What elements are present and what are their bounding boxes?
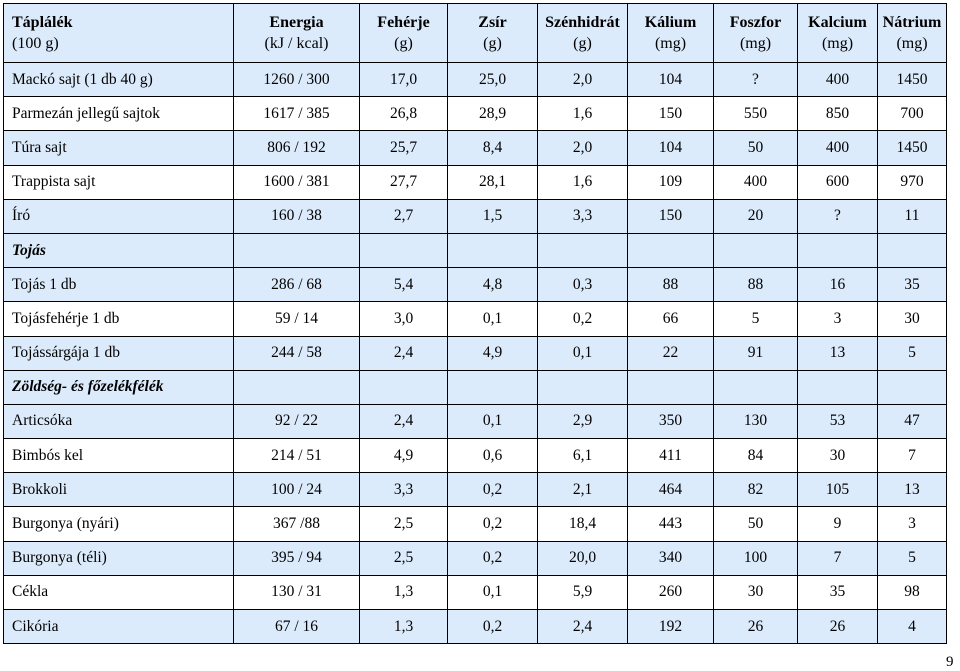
value-cell: 0,6 (448, 439, 538, 473)
value-cell: 0,2 (448, 610, 538, 644)
value-cell: 244 / 58 (234, 336, 360, 370)
value-cell: 20,0 (538, 541, 628, 575)
header-label: Energia (269, 14, 324, 31)
value-cell: 4,9 (448, 336, 538, 370)
value-cell: 13 (798, 336, 878, 370)
food-name-cell: Író (4, 199, 234, 233)
nutrition-table (3, 3, 947, 644)
value-cell: 25,0 (448, 63, 538, 97)
value-cell: 395 / 94 (234, 541, 360, 575)
value-cell: 2,7 (360, 199, 448, 233)
header-label: Kalcium (808, 14, 867, 31)
header-unit: (mg) (739, 35, 772, 52)
header-cell (4, 4, 234, 63)
table-row (4, 541, 947, 575)
value-cell: 700 (878, 97, 947, 131)
section-header-row (4, 370, 947, 404)
value-cell: 88 (628, 268, 714, 302)
table-row (4, 199, 947, 233)
header-unit: (mg) (654, 35, 687, 52)
value-cell: 30 (878, 302, 947, 336)
value-cell: 1,3 (360, 610, 448, 644)
header-label: Nátrium (882, 14, 942, 31)
table-row (4, 473, 947, 507)
food-name-cell: Burgonya (téli) (4, 541, 234, 575)
value-cell: 400 (714, 165, 798, 199)
section-title: Zöldség- és főzelékfélék (4, 370, 234, 404)
value-cell: 1,6 (538, 165, 628, 199)
header-unit: (mg) (821, 35, 854, 52)
value-cell: 806 / 192 (234, 131, 360, 165)
value-cell: 260 (628, 575, 714, 609)
table-row (4, 131, 947, 165)
food-name-cell: Trappista sajt (4, 165, 234, 199)
empty-cell (360, 370, 448, 404)
value-cell: 88 (714, 268, 798, 302)
value-cell: 443 (628, 507, 714, 541)
empty-cell (448, 370, 538, 404)
value-cell: 2,4 (538, 610, 628, 644)
value-cell: ? (714, 63, 798, 97)
value-cell: 35 (878, 268, 947, 302)
value-cell: 22 (628, 336, 714, 370)
table-row (4, 268, 947, 302)
empty-cell (360, 233, 448, 267)
value-cell: 16 (798, 268, 878, 302)
value-cell: 30 (798, 439, 878, 473)
value-cell: 28,1 (448, 165, 538, 199)
value-cell: 50 (714, 507, 798, 541)
value-cell: 5 (878, 541, 947, 575)
header-cell (448, 4, 538, 63)
value-cell: 3,3 (360, 473, 448, 507)
empty-cell (538, 370, 628, 404)
value-cell: 3,3 (538, 199, 628, 233)
header-label: Foszfor (729, 14, 782, 31)
table-row (4, 165, 947, 199)
value-cell: 1600 / 381 (234, 165, 360, 199)
header-label: Táplálék (12, 14, 73, 31)
table-row (4, 404, 947, 438)
value-cell: 411 (628, 439, 714, 473)
value-cell: 130 (714, 404, 798, 438)
value-cell: 0,2 (448, 473, 538, 507)
value-cell: 105 (798, 473, 878, 507)
header-unit: (g) (394, 35, 413, 52)
value-cell: 25,7 (360, 131, 448, 165)
value-cell: 98 (878, 575, 947, 609)
value-cell: 53 (798, 404, 878, 438)
value-cell: 26 (714, 610, 798, 644)
header-cell (360, 4, 448, 63)
value-cell: 3,0 (360, 302, 448, 336)
value-cell: 0,1 (538, 336, 628, 370)
value-cell: 5 (878, 336, 947, 370)
header-label: Zsír (478, 14, 507, 31)
value-cell: 0,1 (448, 302, 538, 336)
value-cell: 18,4 (538, 507, 628, 541)
header-label: Fehérje (377, 14, 430, 31)
value-cell: 400 (798, 131, 878, 165)
value-cell: 27,7 (360, 165, 448, 199)
value-cell: 350 (628, 404, 714, 438)
value-cell: 26 (798, 610, 878, 644)
value-cell: 2,4 (360, 336, 448, 370)
value-cell: 0,2 (538, 302, 628, 336)
value-cell: 400 (798, 63, 878, 97)
value-cell: 28,9 (448, 97, 538, 131)
value-cell: 850 (798, 97, 878, 131)
value-cell: 100 / 24 (234, 473, 360, 507)
value-cell: 1,3 (360, 575, 448, 609)
header-unit: (mg) (896, 35, 928, 52)
value-cell: 2,1 (538, 473, 628, 507)
food-name-cell: Túra sajt (4, 131, 234, 165)
table-row (4, 507, 947, 541)
food-name-cell: Burgonya (nyári) (4, 507, 234, 541)
empty-cell (878, 233, 947, 267)
value-cell: 0,2 (448, 507, 538, 541)
header-cell (878, 4, 947, 63)
value-cell: 130 / 31 (234, 575, 360, 609)
table-body (4, 63, 947, 644)
value-cell: 2,0 (538, 63, 628, 97)
value-cell: 1617 / 385 (234, 97, 360, 131)
value-cell: 5 (714, 302, 798, 336)
food-name-cell: Cikória (4, 610, 234, 644)
value-cell: 82 (714, 473, 798, 507)
food-name-cell: Bimbós kel (4, 439, 234, 473)
value-cell: 214 / 51 (234, 439, 360, 473)
empty-cell (234, 370, 360, 404)
empty-cell (798, 233, 878, 267)
header-unit: (kJ / kcal) (264, 35, 329, 52)
value-cell: 367 /88 (234, 507, 360, 541)
value-cell: 0,2 (448, 541, 538, 575)
value-cell: 970 (878, 165, 947, 199)
value-cell: 0,1 (448, 404, 538, 438)
value-cell: 47 (878, 404, 947, 438)
value-cell: 4,8 (448, 268, 538, 302)
value-cell: 1,6 (538, 97, 628, 131)
header-cell (628, 4, 714, 63)
empty-cell (714, 233, 798, 267)
value-cell: 7 (878, 439, 947, 473)
header-row (4, 4, 947, 63)
value-cell: 2,4 (360, 404, 448, 438)
value-cell: 9 (798, 507, 878, 541)
value-cell: 8,4 (448, 131, 538, 165)
value-cell: 7 (798, 541, 878, 575)
value-cell: 66 (628, 302, 714, 336)
value-cell: 5,9 (538, 575, 628, 609)
value-cell: 20 (714, 199, 798, 233)
value-cell: 5,4 (360, 268, 448, 302)
table-row (4, 63, 947, 97)
empty-cell (628, 370, 714, 404)
value-cell: 1260 / 300 (234, 63, 360, 97)
value-cell: 1450 (878, 131, 947, 165)
value-cell: 11 (878, 199, 947, 233)
table-row (4, 97, 947, 131)
empty-cell (878, 370, 947, 404)
page-number: 9 (946, 654, 954, 670)
value-cell: ? (798, 199, 878, 233)
value-cell: 2,5 (360, 507, 448, 541)
value-cell: 286 / 68 (234, 268, 360, 302)
empty-cell (448, 233, 538, 267)
value-cell: 104 (628, 63, 714, 97)
value-cell: 13 (878, 473, 947, 507)
value-cell: 26,8 (360, 97, 448, 131)
value-cell: 109 (628, 165, 714, 199)
table-row (4, 575, 947, 609)
food-name-cell: Tojásfehérje 1 db (4, 302, 234, 336)
header-unit: (g) (573, 35, 592, 52)
value-cell: 192 (628, 610, 714, 644)
table-row (4, 610, 947, 644)
header-label: Szénhidrát (545, 14, 620, 31)
value-cell: 600 (798, 165, 878, 199)
value-cell: 150 (628, 97, 714, 131)
food-name-cell: Tojás 1 db (4, 268, 234, 302)
header-cell (538, 4, 628, 63)
value-cell: 6,1 (538, 439, 628, 473)
value-cell: 35 (798, 575, 878, 609)
table-row (4, 336, 947, 370)
food-name-cell: Articsóka (4, 404, 234, 438)
empty-cell (714, 370, 798, 404)
value-cell: 17,0 (360, 63, 448, 97)
value-cell: 59 / 14 (234, 302, 360, 336)
value-cell: 67 / 16 (234, 610, 360, 644)
food-name-cell: Parmezán jellegű sajtok (4, 97, 234, 131)
value-cell: 464 (628, 473, 714, 507)
table-row (4, 439, 947, 473)
section-title: Tojás (4, 233, 234, 267)
value-cell: 550 (714, 97, 798, 131)
value-cell: 3 (798, 302, 878, 336)
value-cell: 2,5 (360, 541, 448, 575)
header-cell (234, 4, 360, 63)
value-cell: 1450 (878, 63, 947, 97)
value-cell: 4,9 (360, 439, 448, 473)
value-cell: 104 (628, 131, 714, 165)
value-cell: 2,0 (538, 131, 628, 165)
empty-cell (538, 233, 628, 267)
value-cell: 92 / 22 (234, 404, 360, 438)
header-unit: (g) (483, 35, 502, 52)
value-cell: 84 (714, 439, 798, 473)
header-cell (714, 4, 798, 63)
value-cell: 150 (628, 199, 714, 233)
value-cell: 160 / 38 (234, 199, 360, 233)
food-name-cell: Mackó sajt (1 db 40 g) (4, 63, 234, 97)
empty-cell (628, 233, 714, 267)
value-cell: 0,1 (448, 575, 538, 609)
header-label: Kálium (644, 14, 697, 31)
header-cell (798, 4, 878, 63)
value-cell: 0,3 (538, 268, 628, 302)
value-cell: 91 (714, 336, 798, 370)
table-row (4, 302, 947, 336)
value-cell: 30 (714, 575, 798, 609)
section-header-row (4, 233, 947, 267)
food-name-cell: Cékla (4, 575, 234, 609)
value-cell: 2,9 (538, 404, 628, 438)
value-cell: 3 (878, 507, 947, 541)
value-cell: 50 (714, 131, 798, 165)
value-cell: 4 (878, 610, 947, 644)
value-cell: 340 (628, 541, 714, 575)
header-unit: (100 g) (12, 35, 59, 52)
value-cell: 1,5 (448, 199, 538, 233)
food-name-cell: Tojássárgája 1 db (4, 336, 234, 370)
empty-cell (234, 233, 360, 267)
empty-cell (798, 370, 878, 404)
food-name-cell: Brokkoli (4, 473, 234, 507)
value-cell: 100 (714, 541, 798, 575)
